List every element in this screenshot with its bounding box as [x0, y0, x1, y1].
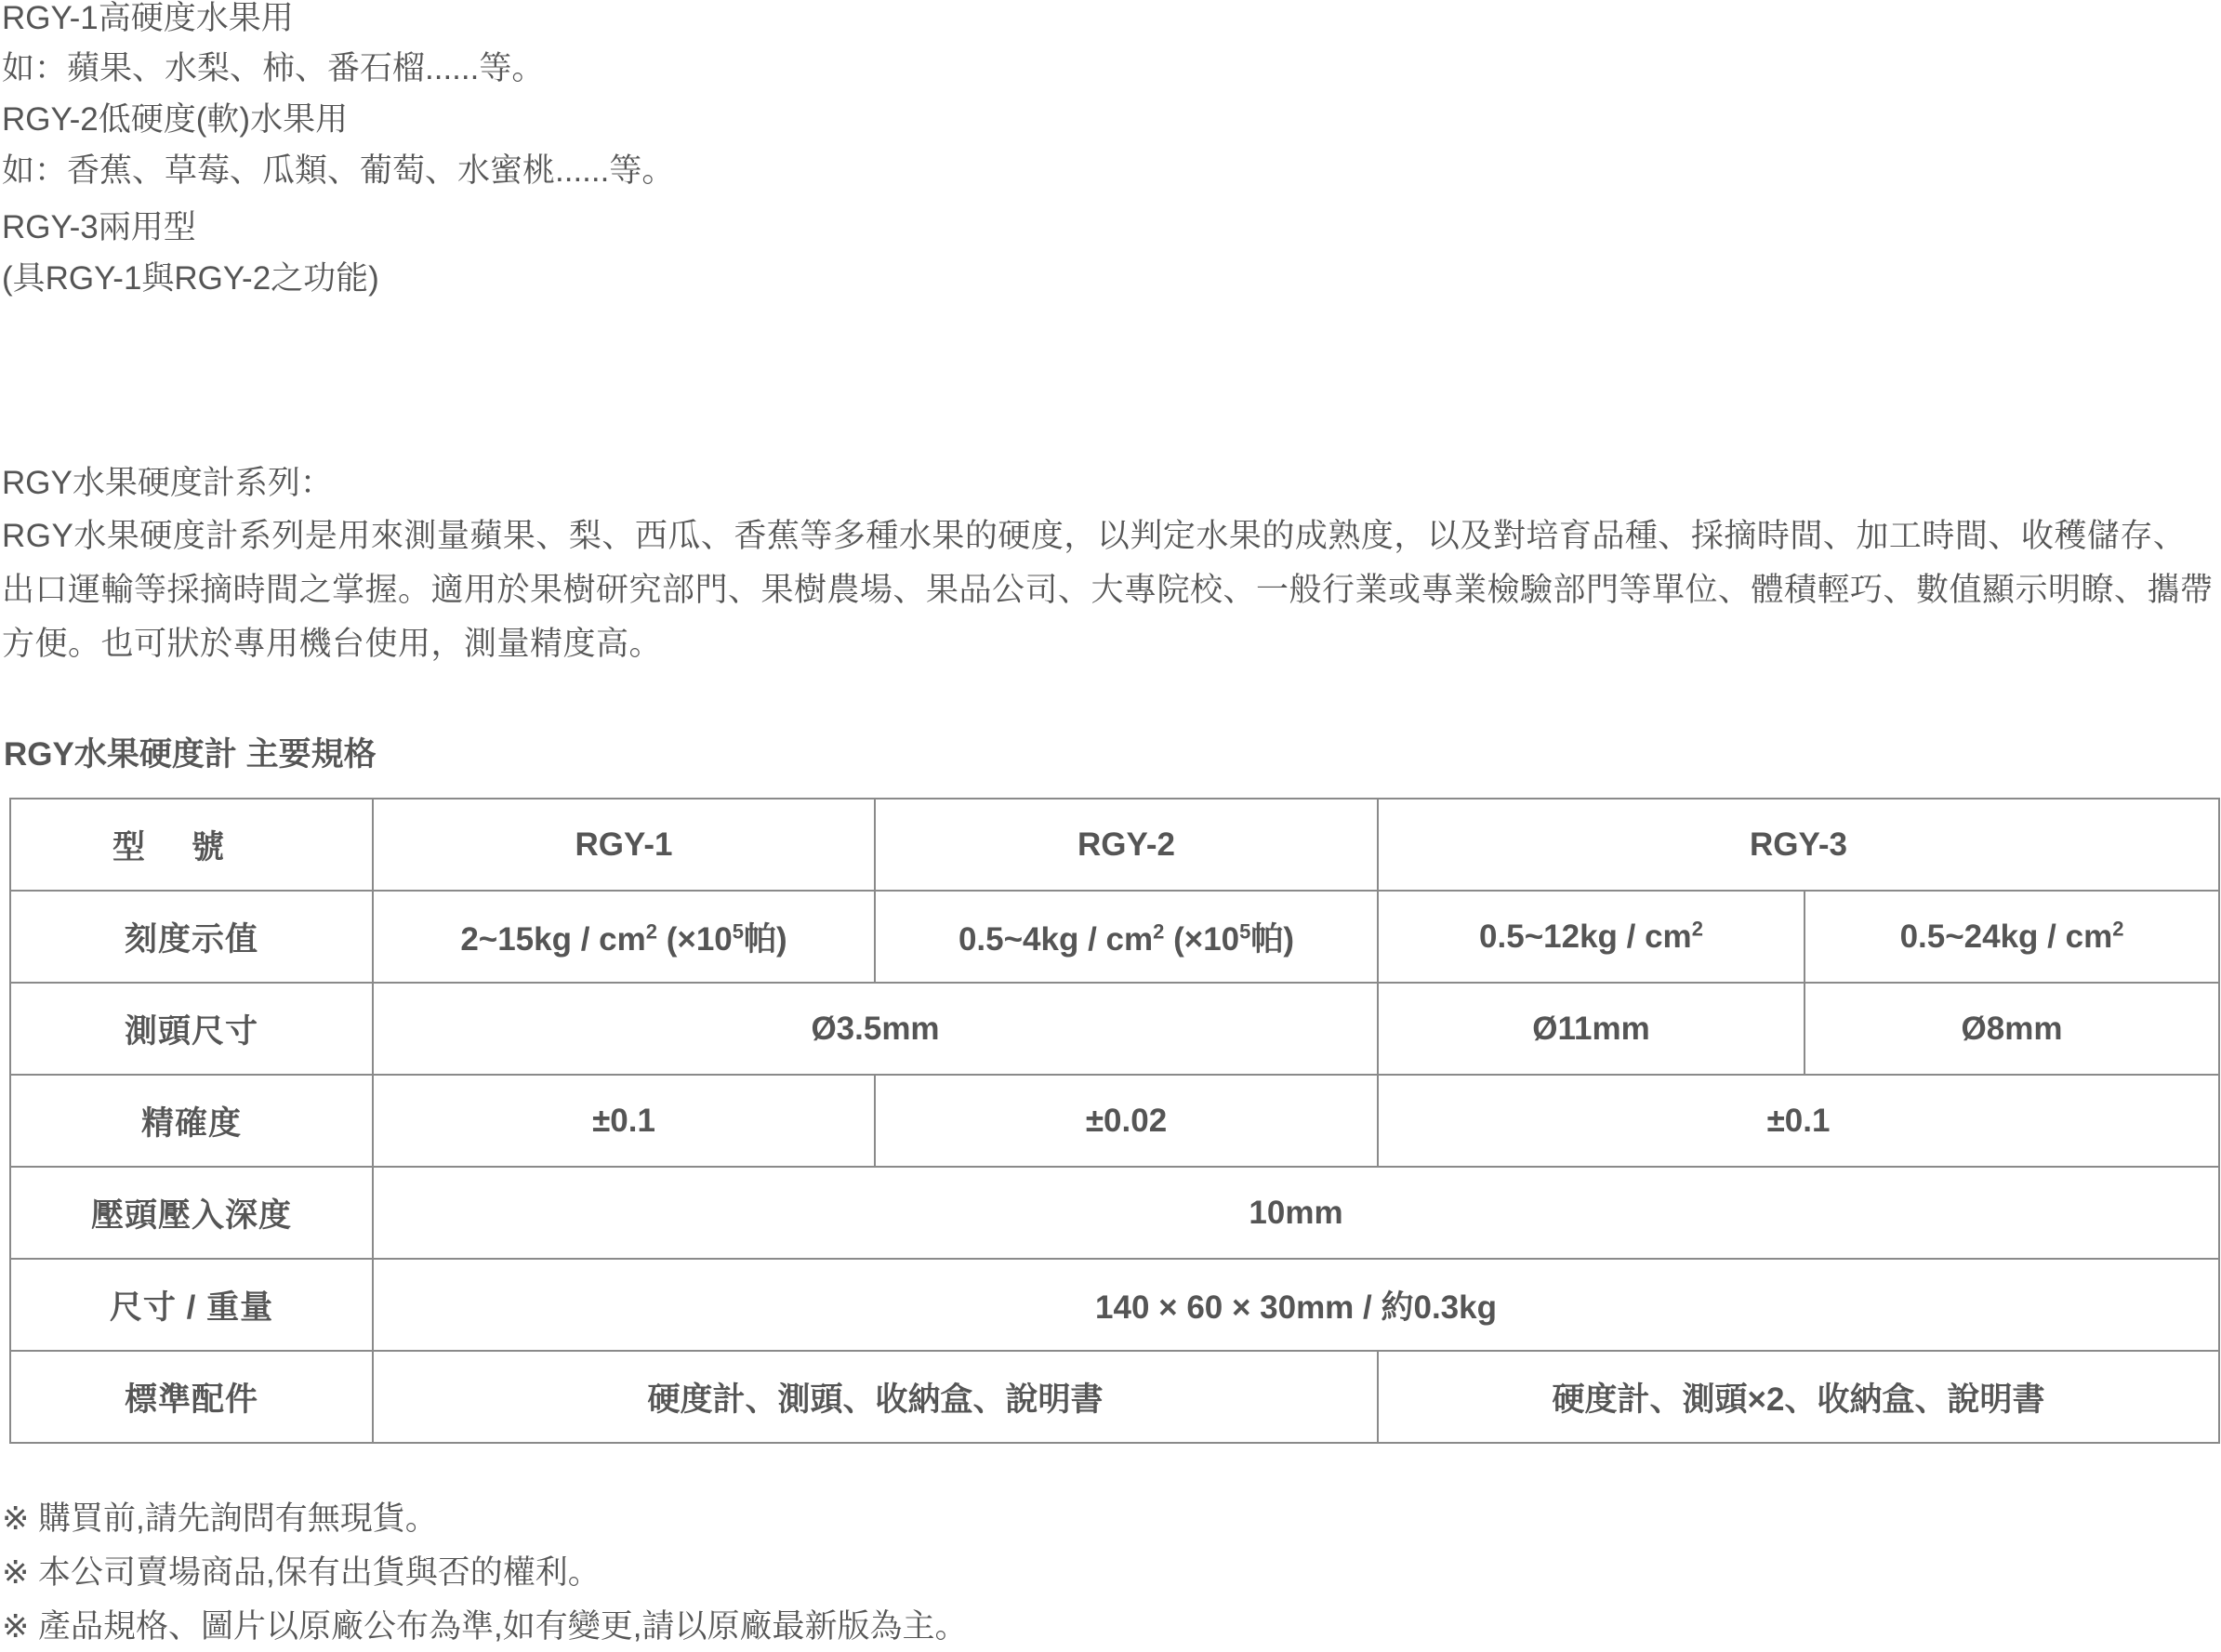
label-model	[10, 799, 373, 891]
specs-table	[9, 798, 2220, 1444]
scale-rgy3a-main: 0.5~12kg / cm	[1479, 918, 1692, 955]
table-row-model	[10, 799, 2219, 891]
table-row-probe	[10, 983, 2219, 1075]
scale-rgy2-suffix1: (×10	[1164, 920, 1240, 958]
model-rgy3: RGY-3	[1378, 799, 2219, 891]
table-row-accessories	[10, 1351, 2219, 1443]
label-model-text: 型號	[112, 828, 271, 866]
accessories-rgy3: 硬度計、測頭×2、收納盒、說明書	[1378, 1351, 2219, 1443]
intro-line-rgy3-function: (具RGY-1與RGY-2之功能)	[2, 260, 379, 297]
series-heading: RGY水果硬度計系列：	[2, 465, 333, 501]
scale-rgy1-exp: 2	[645, 919, 658, 943]
intro-line-rgy2-examples: 如：香蕉、草莓、瓜類、葡萄、水蜜桃......等。	[2, 152, 675, 189]
scale-rgy1-suffix2: 帕)	[744, 920, 787, 958]
accuracy-rgy2: ±0.02	[875, 1075, 1378, 1167]
scale-rgy1-suffix1: (×10	[657, 920, 733, 958]
accessories-rgy12: 硬度計、測頭、收納盒、說明書	[373, 1351, 1378, 1443]
scale-rgy1-exp2: 5	[732, 919, 745, 943]
label-probe: 測頭尺寸	[10, 983, 373, 1075]
note-rights: ※ 本公司賣場商品,保有出貨與否的權利。	[2, 1554, 601, 1591]
scale-rgy2-exp: 2	[1153, 919, 1165, 943]
label-accessories: 標準配件	[10, 1351, 373, 1443]
scale-rgy3b-main: 0.5~24kg / cm	[1899, 918, 2113, 955]
table-row-size-weight	[10, 1259, 2219, 1351]
note-stock: ※ 購買前,請先詢問有無現貨。	[2, 1500, 438, 1537]
label-size-weight: 尺寸 / 重量	[10, 1259, 373, 1351]
specs-title: RGY水果硬度計 主要規格	[4, 736, 377, 773]
series-description: RGY水果硬度計系列是用來測量蘋果、梨、西瓜、香蕉等多種水果的硬度，以判定水果的成熟度，以及對培育品種、採摘時間、加工時間、收穫儲存、出口運輸等採摘時間之掌握。適用於果樹研究部門、果樹農場、果品公司、大專院校、一般行業或專業檢驗部門等單位、體積輕巧、數值顯示明瞭、攜帶方便。也可狀於專用機台使用，測量精度高。	[2, 518, 2214, 662]
table-row-depth	[10, 1167, 2219, 1259]
depth-value: 10mm	[373, 1167, 2219, 1259]
probe-rgy3-a: Ø11mm	[1378, 983, 1805, 1075]
note-specs: ※ 產品規格、圖片以原廠公布為準,如有變更,請以原廠最新版為主。	[2, 1608, 968, 1645]
scale-rgy2-main: 0.5~4kg / cm	[958, 920, 1154, 958]
label-accuracy: 精確度	[10, 1075, 373, 1167]
scale-rgy1-main: 2~15kg / cm	[460, 920, 646, 958]
scale-rgy2	[875, 891, 1378, 983]
model-rgy2: RGY-2	[875, 799, 1378, 891]
size-weight-value: 140 × 60 × 30mm / 約0.3kg	[373, 1259, 2219, 1351]
label-depth: 壓頭壓入深度	[10, 1167, 373, 1259]
scale-rgy2-suffix2: 帕)	[1250, 920, 1295, 958]
scale-rgy1	[373, 891, 875, 983]
probe-rgy12: Ø3.5mm	[373, 983, 1378, 1075]
table-row-scale	[10, 891, 2219, 983]
accuracy-rgy1: ±0.1	[373, 1075, 875, 1167]
intro-line-rgy1: RGY-1高硬度水果用	[2, 0, 294, 36]
intro-line-rgy2: RGY-2低硬度(軟)水果用	[2, 101, 349, 138]
label-scale: 刻度示值	[10, 891, 373, 983]
intro-line-rgy3: RGY-3兩用型	[2, 209, 196, 245]
probe-rgy3-b: Ø8mm	[1805, 983, 2219, 1075]
scale-rgy3-a	[1378, 891, 1805, 983]
model-rgy1: RGY-1	[373, 799, 875, 891]
accuracy-rgy3: ±0.1	[1378, 1075, 2219, 1167]
intro-line-rgy1-examples: 如：蘋果、水梨、柿、番石榴......等。	[2, 50, 545, 86]
scale-rgy2-exp2: 5	[1239, 919, 1251, 943]
scale-rgy3-b	[1805, 891, 2219, 983]
table-row-accuracy	[10, 1075, 2219, 1167]
scale-rgy3a-exp: 2	[1691, 916, 1703, 940]
scale-rgy3b-exp: 2	[2112, 916, 2124, 940]
